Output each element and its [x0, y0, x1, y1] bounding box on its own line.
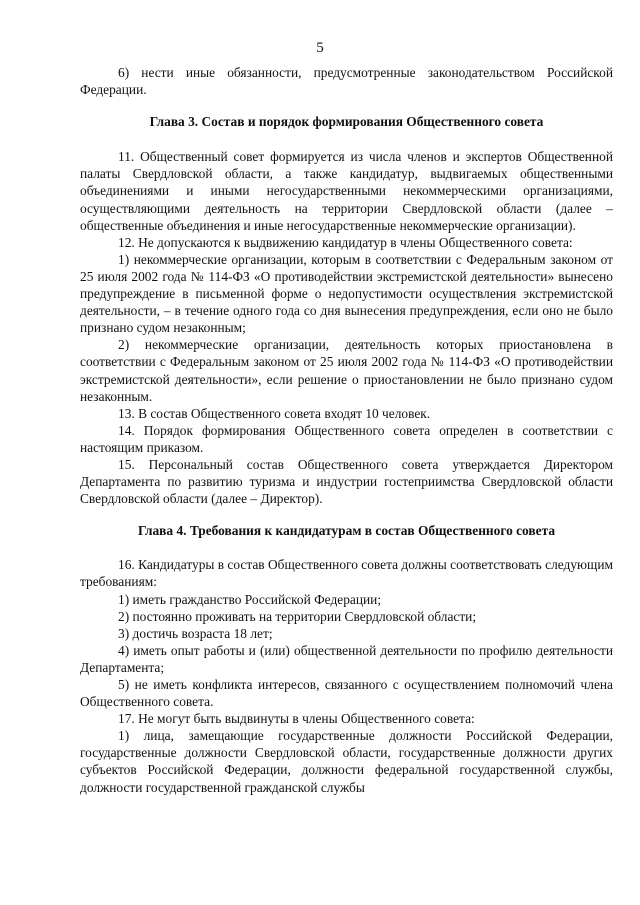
paragraph-13: 13. В состав Общественного совета входят 10 человек.: [118, 405, 431, 421]
paragraph-16-item-3: 3) достичь возраста 18 лет;: [118, 625, 273, 641]
document-body: [80, 64, 613, 796]
paragraph-12-item-1: 1) некоммерческие организации, которым в соответствии с Федеральным законом от 25 июля 2002 года № 114-ФЗ «О противодействии экстремистской деятельности» вынесено предупреждение в письменной форме о недопустимости осуществления экстремистской деятельности, – в течение одного года со дня вынесения предупреждения, если оно не было признано судом незаконным;: [80, 251, 613, 336]
paragraph-16-item-1: 1) иметь гражданство Российской Федерации;: [118, 591, 382, 607]
paragraph-17-item-1: 1) лица, замещающие государственные должности Российской Федерации, государственные должности Свердловской области, государственные должности других субъектов Российской Федерации, должности федеральной государственной службы, должности государственной гражданской службы: [80, 728, 613, 795]
paragraph-16: 16. Кандидатуры в состав Общественного совета должны соответствовать следующим требованиям:: [80, 557, 613, 590]
paragraph-16-item-2: 2) постоянно проживать на территории Свердловской области;: [118, 608, 477, 624]
paragraph-15: 15. Персональный состав Общественного совета утверждается Директором Департамента по развитию туризма и индустрии гостеприимства Свердловской области Свердловской области (далее – Директор).: [80, 456, 613, 507]
paragraph-16-item-4: 4) иметь опыт работы и (или) общественной деятельности по профилю деятельности Департамента;: [80, 642, 613, 675]
chapter-3-heading: Глава 3. Состав и порядок формирования Общественного совета: [149, 114, 544, 130]
paragraph-17: 17. Не могут быть выдвинуты в члены Общественного совета:: [118, 711, 475, 727]
chapter-4-heading: Глава 4. Требования к кандидатурам в состав Общественного совета: [137, 523, 556, 539]
paragraph-14: 14. Порядок формирования Общественного совета определен в соответствии с настоящим приказом.: [80, 422, 613, 455]
paragraph-12: 12. Не допускаются к выдвижению кандидатур в члены Общественного совета:: [118, 234, 573, 250]
page-number: 5: [316, 40, 324, 56]
paragraph-11: 11. Общественный совет формируется из числа членов и экспертов Общественной палаты Свердловской области, а также кандидатур, выдвигаемых общественными объединениями и иными негосударственными некоммерческими организациями, осуществляющими деятельность на территории Свердловской области (далее – общественные объединения и иные негосударственные некоммерческие организации).: [80, 149, 613, 233]
paragraph-12-item-2: 2) некоммерческие организации, деятельность которых приостановлена в соответствии с Федеральным законом от 25 июля 2002 года № 114-ФЗ «О противодействии экстремистской деятельности», если решение о приостановлении не было признано судом незаконным.: [80, 337, 613, 404]
paragraph-16-item-5: 5) не иметь конфликта интересов, связанного с осуществлением полномочий члена Общественного совета.: [80, 677, 613, 710]
paragraph: 6) нести иные обязанности, предусмотренные законодательством Российской Федерации.: [80, 65, 613, 98]
